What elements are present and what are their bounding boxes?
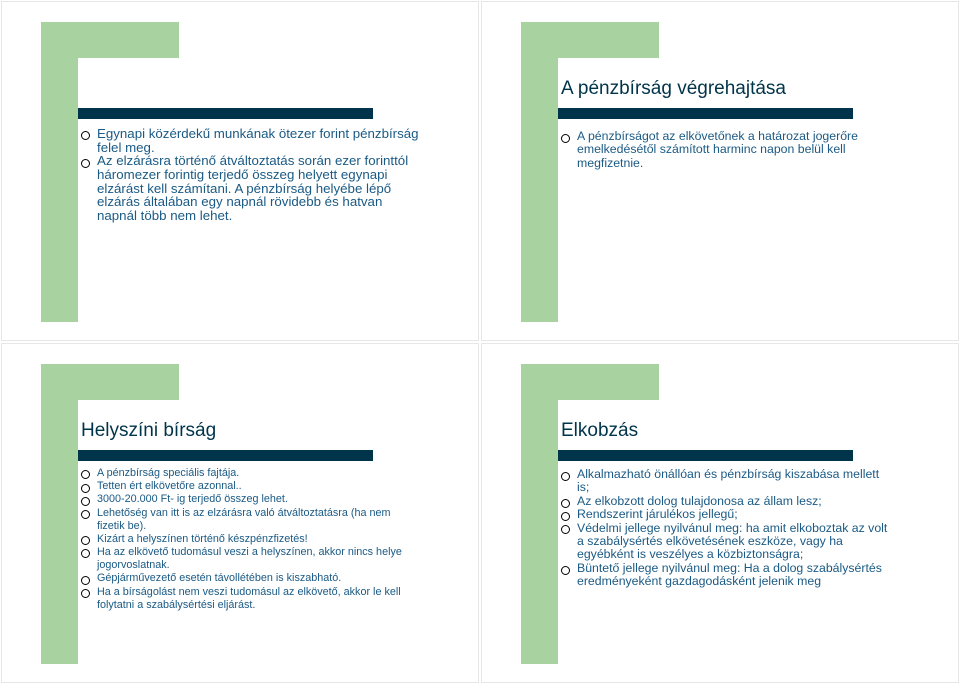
slide-4 — [481, 343, 959, 683]
bullet-list — [561, 468, 891, 589]
accent-block-left — [521, 22, 558, 322]
list-item: Alkalmazható önállóan és pénzbírság kiszabása mellett is; — [561, 468, 891, 495]
list-item: A pénzbírságot az elkövetőnek a határozat jogerőre emelkedésétől számított harminc napon belül kell megfizetnie. — [561, 130, 879, 170]
list-item: Az elkobzott dolog tulajdonosa az állam lesz; — [561, 495, 891, 508]
title-underline-bar — [78, 108, 373, 119]
list-item: Kizárt a helyszínen történő készpénzfizetés! — [81, 533, 421, 546]
slide-title: Helyszíni bírság — [81, 420, 217, 441]
list-item: 3000-20.000 Ft- ig terjedő összeg lehet. — [81, 493, 421, 506]
bullet-list — [81, 467, 421, 612]
slide-title: A pénzbírság végrehajtása — [561, 78, 786, 99]
title-underline-bar — [558, 450, 853, 461]
accent-block-left — [521, 364, 558, 664]
slide-title: Elkobzás — [561, 420, 639, 441]
bullet-list — [81, 127, 421, 223]
list-item: Lehetőség van itt is az elzárásra való átváltoztatásra (ha nem fizetik be). — [81, 507, 421, 533]
title-underline-bar — [78, 450, 373, 461]
list-item: Egynapi közérdekű munkának ötezer forint pénzbírság felel meg. — [81, 127, 421, 154]
list-item: Az elzárásra történő átváltoztatás során ezer forinttól háromezer forintig terjedő összeg helyett egynapi elzárást kell számítani. A pénzbírság helyébe lépő elzárás általában egy napnál rövidebb és hatvan napnál több nem lehet. — [81, 154, 421, 222]
list-item: Tetten ért elkövetőre azonnal.. — [81, 480, 421, 493]
list-item: Büntető jellege nyilvánul meg: Ha a dolog szabálysértés eredményeként gazdagodásként jelenik meg — [561, 562, 891, 589]
list-item: Ha a bírságolást nem veszi tudomásul az elkövető, akkor le kell folytatni a szabálysértési eljárást. — [81, 586, 421, 612]
slide-1 — [1, 1, 479, 341]
accent-block-left — [41, 364, 78, 664]
bullet-list — [561, 130, 879, 170]
list-item: Rendszerint járulékos jellegű; — [561, 508, 891, 521]
accent-block-left — [41, 22, 78, 322]
list-item: A pénzbírság speciális fajtája. — [81, 467, 421, 480]
list-item: Gépjárművezető esetén távollétében is kiszabható. — [81, 572, 421, 585]
slide-3 — [1, 343, 479, 683]
title-underline-bar — [558, 108, 853, 119]
list-item: Védelmi jellege nyilvánul meg: ha amit elkoboztak az volt a szabálysértés elkövetésének eszköze, vagy ha egyébként is veszélyes a közbiztonságra; — [561, 522, 891, 562]
list-item: Ha az elkövető tudomásul veszi a helyszínen, akkor nincs helye jogorvoslatnak. — [81, 546, 421, 572]
slide-2 — [481, 1, 959, 341]
